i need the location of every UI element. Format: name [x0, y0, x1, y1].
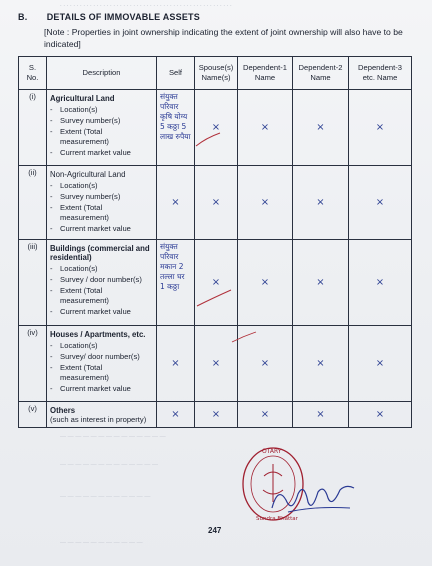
row-item: - Current market value	[50, 384, 153, 394]
cell-self	[157, 166, 195, 240]
handwritten-entry: संयुक्त परिवार कृषि योग्य 5 कठ्ठा 5 लाख रुपैया	[160, 92, 191, 141]
cross-mark: ×	[260, 358, 270, 369]
page-number: 247	[208, 526, 222, 535]
col-header-dependent-3: Dependent-3 etc. Name	[349, 57, 412, 90]
cell-dependent-2	[293, 240, 349, 326]
cell-dependent-1	[238, 240, 293, 326]
immovable-assets-table	[18, 56, 412, 428]
table-row	[19, 240, 412, 326]
row-item: - Extent (Total measurement)	[50, 286, 153, 305]
row-sno: (ii)	[19, 166, 47, 240]
table-row	[19, 90, 412, 166]
row-description	[47, 166, 157, 240]
cell-spouse	[195, 240, 238, 326]
row-item: - Extent (Total measurement)	[50, 363, 153, 382]
section-heading	[18, 12, 200, 22]
row-item: - Survey/ door number(s)	[50, 352, 153, 362]
section-number: B.	[18, 12, 28, 22]
col-header-dependent-2: Dependent-2 Name	[293, 57, 349, 90]
cell-dependent-3	[349, 240, 412, 326]
row-sno: (iii)	[19, 240, 47, 326]
cell-self	[157, 240, 195, 326]
row-item: - Extent (Total measurement)	[50, 203, 153, 222]
cross-mark: ×	[375, 277, 385, 288]
svg-text:OTARY: OTARY	[262, 448, 282, 455]
bleed-through-text: — — — — — — — — — — —	[60, 540, 143, 546]
cross-mark: ×	[211, 409, 221, 420]
row-item: - Current market value	[50, 307, 153, 317]
cell-dependent-3	[349, 402, 412, 428]
bleed-through-text: — — — — — — — — — — — —	[60, 494, 151, 500]
cell-dependent-1	[238, 402, 293, 428]
cross-mark: ×	[211, 358, 221, 369]
row-item: - Location(s)	[50, 264, 153, 274]
cross-mark: ×	[316, 122, 325, 133]
row-category: Houses / Apartments, etc.	[50, 330, 146, 339]
row-item: - Location(s)	[50, 105, 153, 115]
row-category: Buildings (commercial and residential)	[50, 244, 150, 262]
row-item: - Extent (Total measurement)	[50, 127, 153, 146]
handwritten-signature	[268, 478, 358, 518]
col-header-description: Description	[47, 57, 157, 90]
row-description	[47, 240, 157, 326]
cross-mark: ×	[211, 277, 221, 288]
row-item: - Current market value	[50, 148, 153, 158]
cell-spouse	[195, 166, 238, 240]
row-description	[47, 326, 157, 402]
row-sno: (v)	[19, 402, 47, 428]
cross-mark: ×	[260, 122, 270, 133]
bleed-through-text: . . . . . . . . . . . . . . . . . . . . . . . . . . . . . . . . . . . . . . . . . . . . . . . . . . . .	[60, 2, 232, 8]
cross-mark: ×	[375, 409, 385, 420]
pen-tick-mark	[195, 288, 235, 310]
cross-mark: ×	[316, 197, 325, 208]
cell-dependent-3	[349, 326, 412, 402]
col-header-spouse: Spouse(s) Name(s)	[195, 57, 238, 90]
cross-mark: ×	[316, 277, 325, 288]
cross-mark: ×	[211, 197, 221, 208]
handwritten-entry: संयुक्त परिवार मकान 2 तल्ला घर 1 कठ्ठा	[160, 242, 185, 291]
col-header-sno: S. No.	[19, 57, 47, 90]
cell-self	[157, 90, 195, 166]
cross-mark: ×	[211, 122, 221, 133]
section-note: [Note : Properties in joint ownership indicating the extent of joint ownership will also have to be indicated]	[44, 27, 403, 49]
cross-mark: ×	[260, 277, 270, 288]
cell-self	[157, 326, 195, 402]
pen-tick-mark	[194, 130, 224, 150]
row-item: - Location(s)	[50, 341, 153, 351]
col-header-self: Self	[157, 57, 195, 90]
col-header-dependent-1: Dependent-1 Name	[238, 57, 293, 90]
cross-mark: ×	[171, 197, 180, 208]
cross-mark: ×	[316, 409, 325, 420]
row-item: - Survey number(s)	[50, 192, 153, 202]
cross-mark: ×	[375, 122, 385, 133]
table-row	[19, 326, 412, 402]
row-category: Agricultural Land	[50, 94, 115, 103]
row-item: - Current market value	[50, 224, 153, 234]
cell-dependent-2	[293, 166, 349, 240]
cross-mark: ×	[260, 409, 270, 420]
section-title: DETAILS OF IMMOVABLE ASSETS	[46, 12, 200, 22]
cross-mark: ×	[375, 197, 385, 208]
row-sno: (iv)	[19, 326, 47, 402]
cell-dependent-2	[293, 90, 349, 166]
row-description	[47, 90, 157, 166]
row-item: - Survey / door number(s)	[50, 275, 153, 285]
table-row	[19, 402, 412, 428]
pen-tick-mark	[230, 330, 260, 346]
cell-dependent-3	[349, 166, 412, 240]
row-item: - Survey number(s)	[50, 116, 153, 126]
table-row	[19, 166, 412, 240]
cell-dependent-2	[293, 402, 349, 428]
cell-dependent-1	[238, 90, 293, 166]
cell-self	[157, 402, 195, 428]
cell-spouse	[195, 402, 238, 428]
cell-dependent-2	[293, 326, 349, 402]
cell-spouse	[195, 90, 238, 166]
row-item: - Location(s)	[50, 181, 153, 191]
row-subtext: (such as interest in property)	[50, 415, 147, 424]
bleed-through-text: — — — — — — — — — — — — —	[60, 462, 159, 468]
cross-mark: ×	[260, 197, 270, 208]
table-header-row	[19, 57, 412, 90]
cell-dependent-3	[349, 90, 412, 166]
cross-mark: ×	[316, 358, 325, 369]
row-category: Non-Agricultural Land	[50, 170, 126, 179]
row-sno: (i)	[19, 90, 47, 166]
cross-mark: ×	[171, 358, 180, 369]
cell-dependent-1	[238, 166, 293, 240]
row-category: Others	[50, 406, 76, 415]
cross-mark: ×	[171, 409, 180, 420]
row-description	[47, 402, 157, 428]
svg-text:Sundra Bhattar: Sundra Bhattar	[256, 516, 298, 522]
cross-mark: ×	[375, 358, 385, 369]
bleed-through-text: — — — — — — — — — — — — — —	[60, 434, 166, 440]
